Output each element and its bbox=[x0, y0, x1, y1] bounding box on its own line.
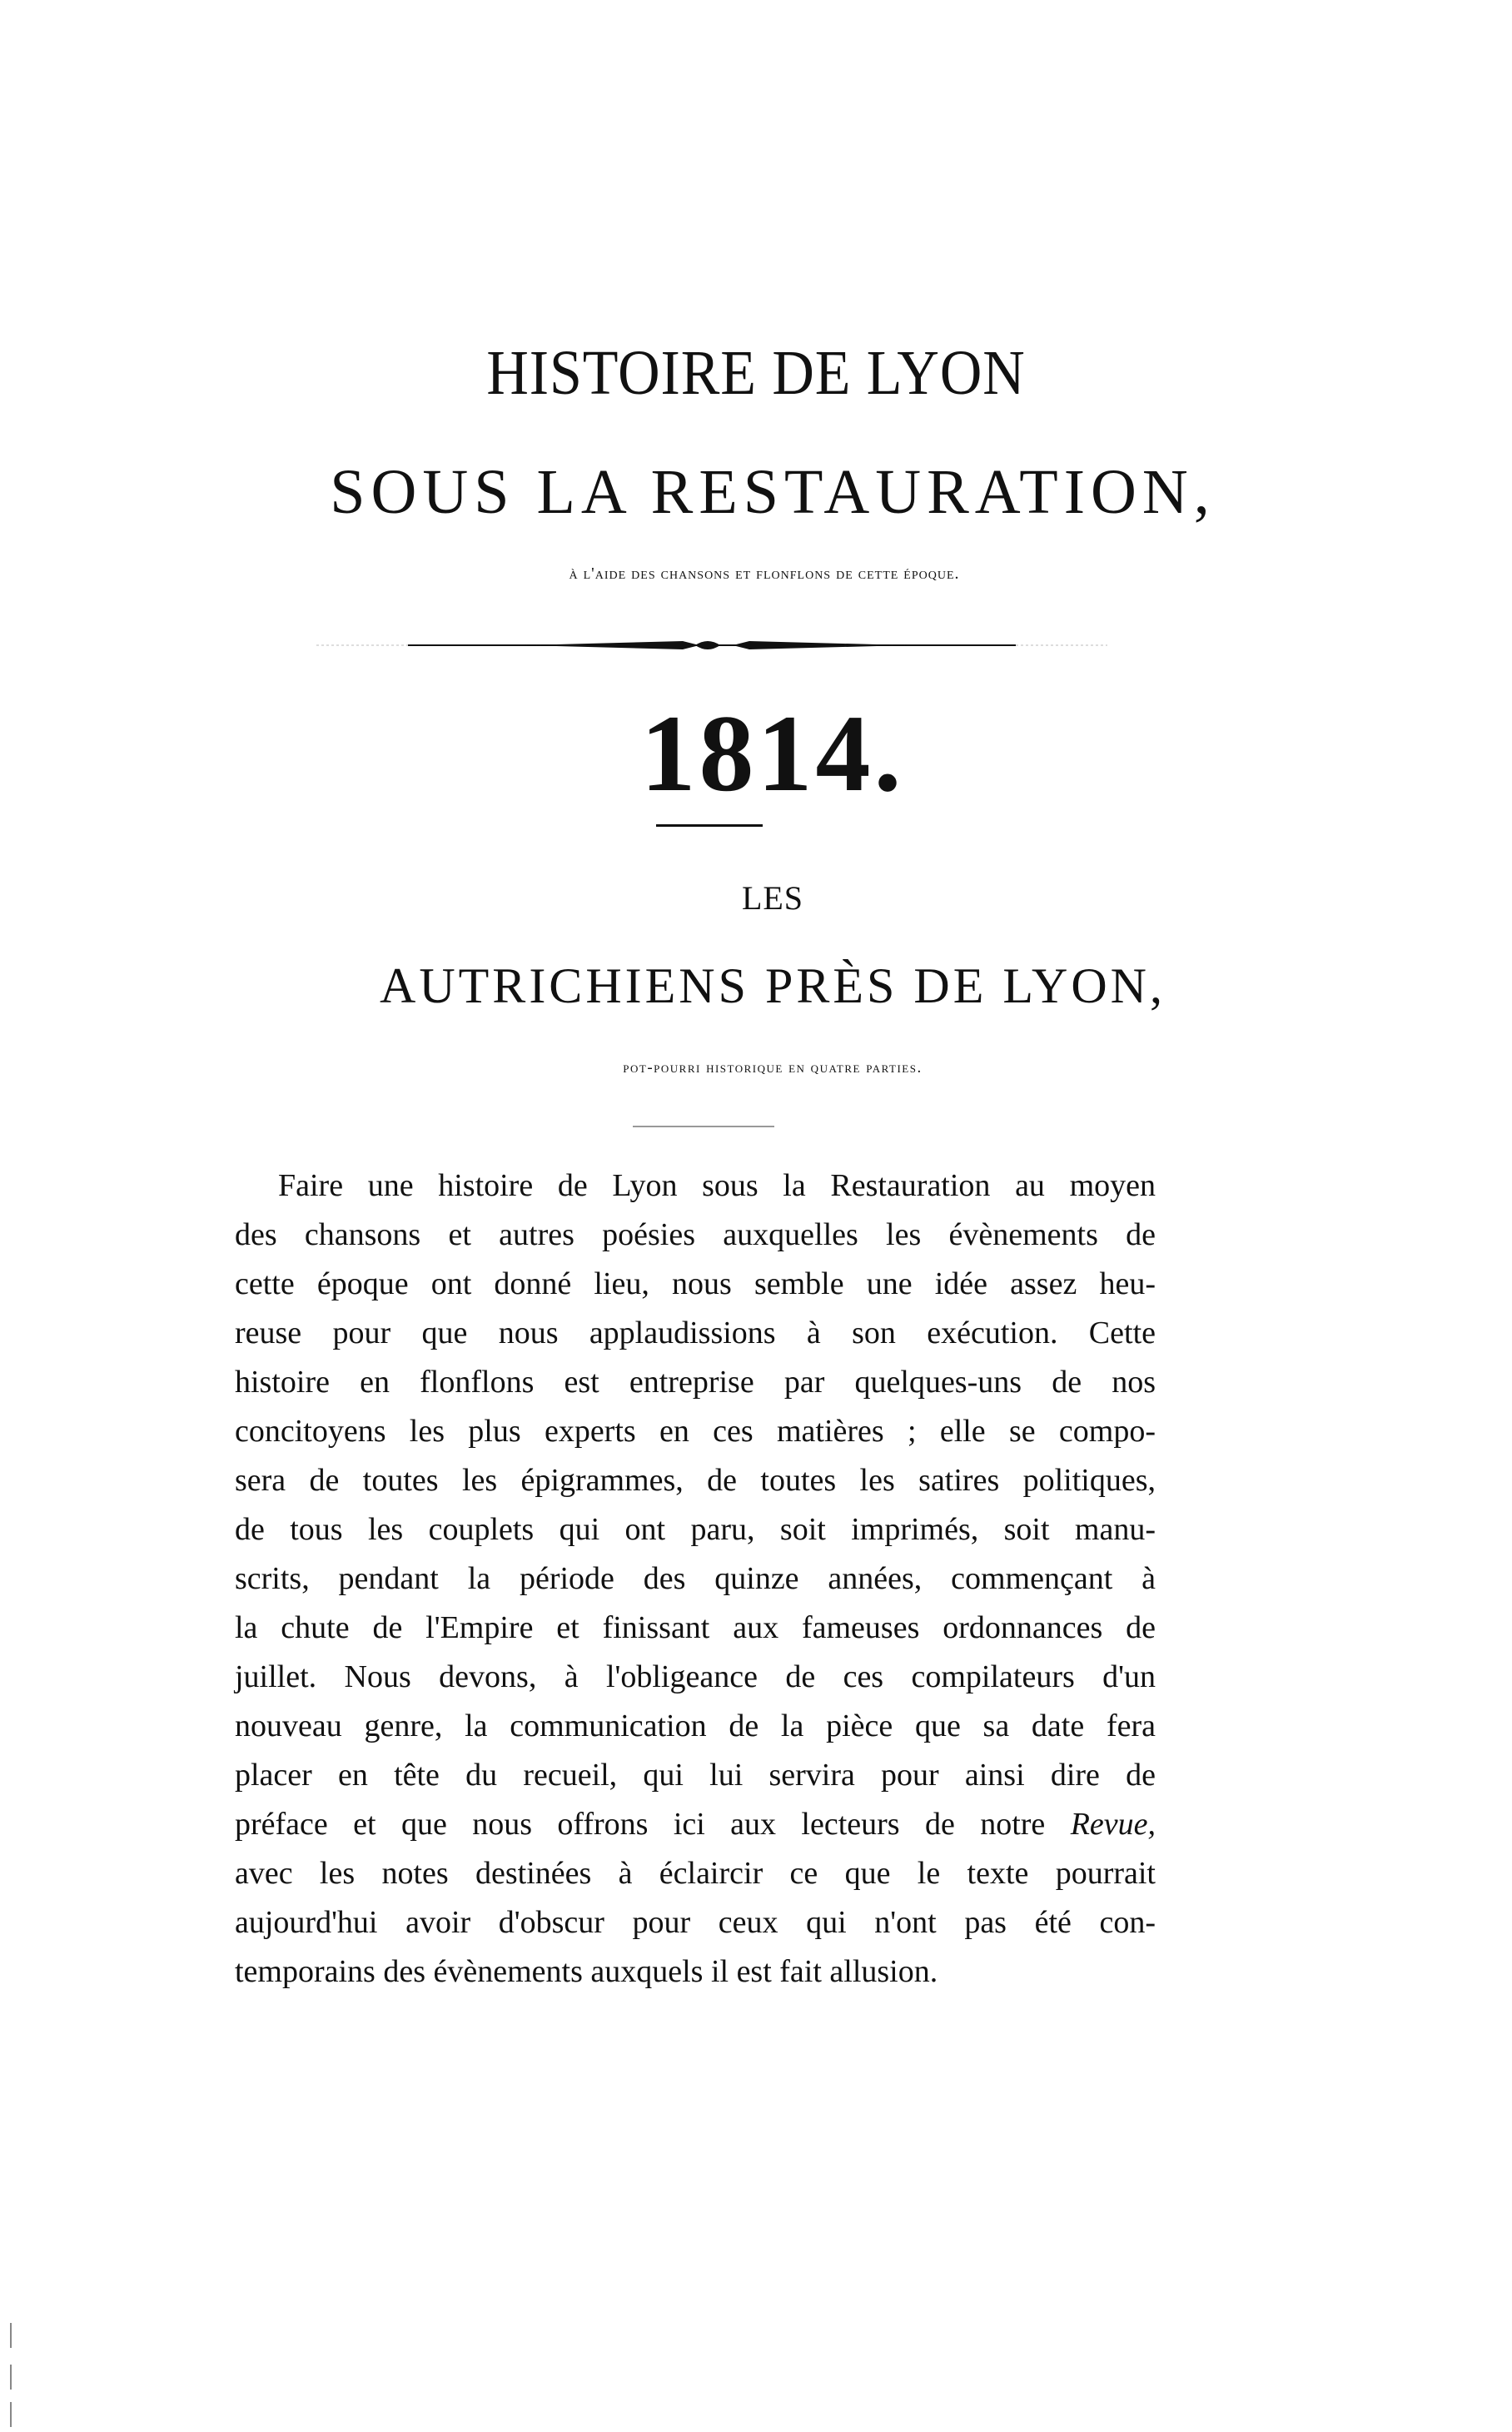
paragraph-line: concitoyens les plus experts en ces matières ; elle se compo- bbox=[235, 1414, 1156, 1449]
paragraph-line: histoire en flonflons est entreprise par quelques-uns de nos bbox=[235, 1365, 1156, 1400]
short-divider bbox=[633, 1126, 774, 1127]
paragraph-line: sera de toutes les épigrammes, de toutes les satires politiques, bbox=[235, 1463, 1156, 1498]
section-subheading: pot-pourri historique en quatre parties. bbox=[623, 1059, 923, 1077]
scan-margin-mark bbox=[10, 2323, 12, 2348]
paragraph-line-with-revue bbox=[235, 1800, 1156, 1849]
paragraph-line: scrits, pendant la période des quinze années, commençant à bbox=[235, 1561, 1156, 1596]
scan-margin-mark bbox=[10, 2365, 12, 2390]
paragraph-line: la chute de l'Empire et finissant aux fameuses ordonnances de bbox=[235, 1610, 1156, 1645]
scan-margin-mark bbox=[10, 2402, 12, 2427]
paragraph-line-text: préface et que nous offrons ici aux lecteurs de notre bbox=[235, 1807, 1046, 1842]
year-underline bbox=[656, 824, 763, 827]
paragraph-line: temporains des évènements auxquels il est fait allusion. bbox=[235, 1954, 938, 1989]
section-heading: AUTRICHIENS PRÈS DE LYON, bbox=[379, 958, 1166, 1013]
les-heading: LES bbox=[741, 879, 804, 917]
paragraph-line: aujourd'hui avoir d'obscur pour ceux qui n'ont pas été con- bbox=[235, 1905, 1156, 1940]
year-heading: 1814. bbox=[640, 692, 905, 814]
revue-word: Revue, bbox=[1070, 1807, 1156, 1842]
paragraph-line: Faire une histoire de Lyon sous la Restauration au moyen bbox=[278, 1168, 1156, 1203]
paragraph-line: avec les notes destinées à éclaircir ce que le texte pourrait bbox=[235, 1856, 1156, 1891]
ornamental-rule bbox=[316, 633, 1107, 658]
title-line-1: HISTOIRE DE LYON bbox=[486, 338, 1026, 408]
subtitle: à l'aide des chansons et flonflons de cette époque. bbox=[569, 564, 960, 583]
paragraph-line: juillet. Nous devons, à l'obligeance de ces compilateurs d'un bbox=[235, 1659, 1156, 1694]
paragraph-line: reuse pour que nous applaudissions à son exécution. Cette bbox=[235, 1315, 1156, 1350]
paragraph-line: de tous les couplets qui ont paru, soit imprimés, soit manu- bbox=[235, 1512, 1156, 1547]
title-line-2: SOUS LA RESTAURATION, bbox=[330, 457, 1216, 527]
paragraph-line: placer en tête du recueil, qui lui servira pour ainsi dire de bbox=[235, 1758, 1156, 1793]
paragraph-line: des chansons et autres poésies auxquelles les évènements de bbox=[235, 1217, 1156, 1252]
paragraph-line: nouveau genre, la communication de la pièce que sa date fera bbox=[235, 1708, 1156, 1743]
body-paragraph bbox=[235, 1161, 1156, 1997]
paragraph-line: cette époque ont donné lieu, nous semble une idée assez heu- bbox=[235, 1266, 1156, 1301]
